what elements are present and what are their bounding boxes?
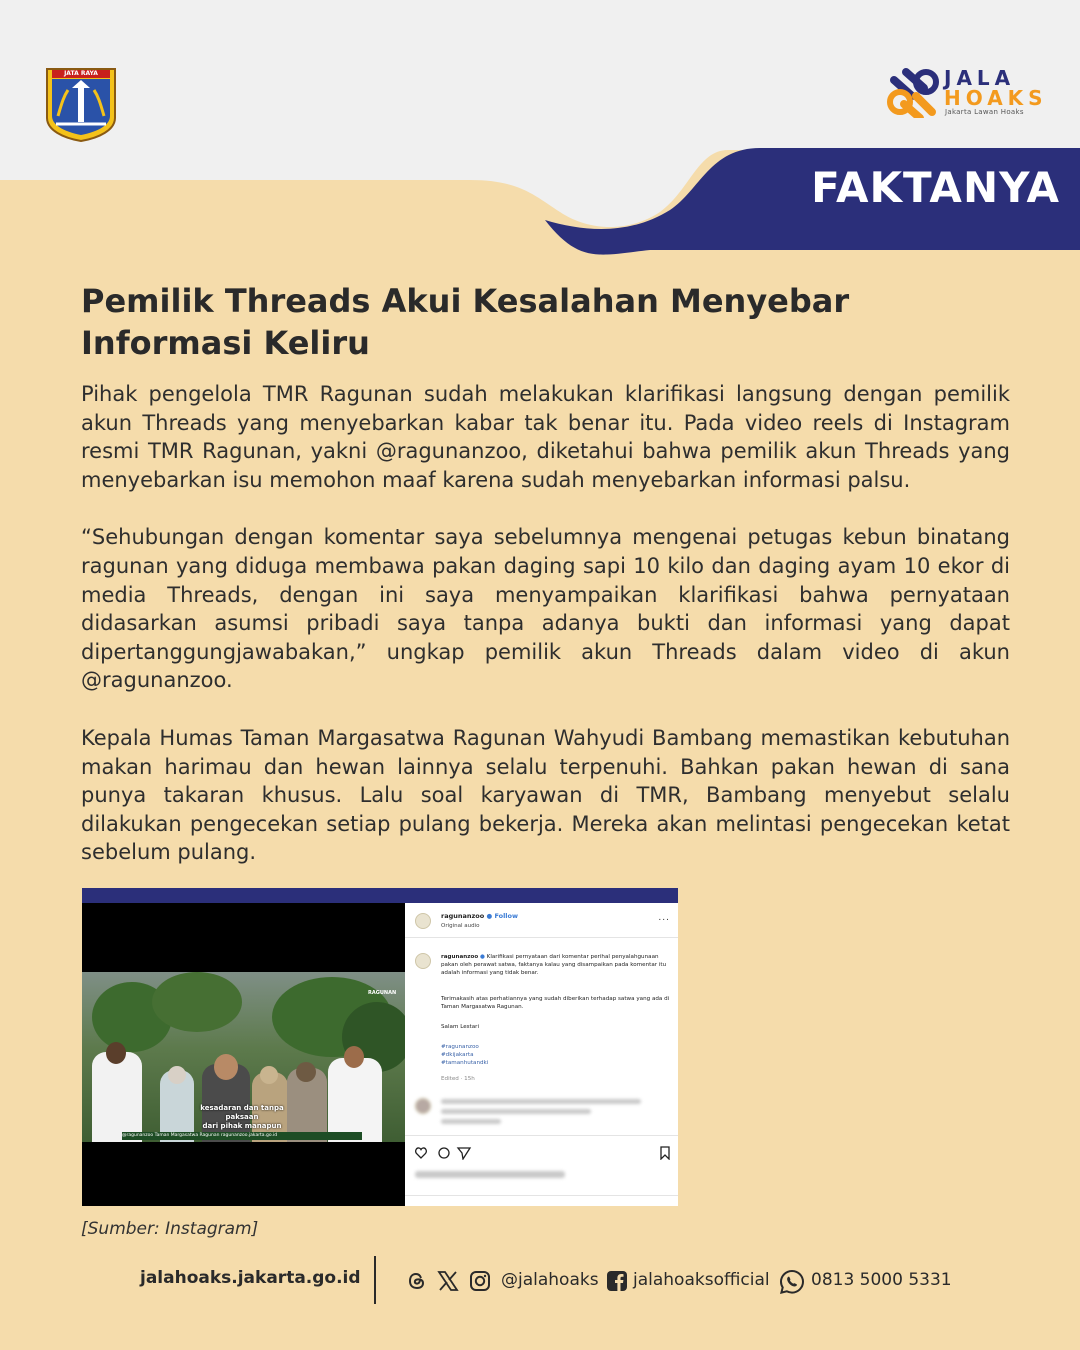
hashtag-link[interactable]: #dkijakarta (441, 1052, 474, 1058)
image-source-caption: [Sumber: Instagram] (81, 1219, 259, 1239)
article-paragraph: Pihak pengelola TMR Ragunan sudah melakukan klarifikasi langsung dengan pemilik akun Threads yang menyebarkan kabar tak benar itu. Pada video reels di Instagram resmi TMR Ragunan, yakni @ragunanzoo, diketahui bahwa pemilik akun Threads yang menyebarkan isu memohon maaf karena sudah menyebarkan informasi palsu. (81, 382, 1010, 492)
logo-word-jala: JALA (944, 66, 1016, 90)
emblem-text: JATA RAYA (64, 70, 98, 77)
x-icon[interactable] (437, 1270, 459, 1292)
post-username[interactable]: ragunanzoo (441, 912, 485, 920)
article-body (81, 380, 1010, 896)
post-divider (405, 1195, 678, 1196)
post-avatar[interactable] (415, 913, 431, 929)
logo-tagline: Jakarta Lawan Hoaks (945, 108, 1024, 116)
video-caption-line: kesadaran dan tanpa paksaan (200, 1104, 284, 1121)
verified-icon: ● (479, 954, 485, 960)
article-title: Pemilik Threads Akui Kesalahan Menyebar Informasi Keliru (81, 282, 850, 362)
blurred-comment (441, 1099, 641, 1104)
post-divider (405, 1135, 678, 1136)
blurred-likes (415, 1171, 565, 1178)
footer-website[interactable]: jalahoaks.jakarta.go.id (140, 1268, 361, 1288)
video-info-bar: @ragunanzoo Taman Margasatwa Ragunan ragunanzoo.jakarta.go.id (122, 1132, 362, 1140)
instagram-post-panel (405, 903, 678, 1206)
instagram-icon[interactable] (469, 1270, 491, 1292)
save-icon[interactable] (660, 1146, 670, 1160)
faktanya-badge: FAKTANYA (811, 163, 1060, 212)
verified-icon: ● (486, 912, 493, 920)
threads-icon[interactable] (406, 1270, 428, 1292)
jala-hoaks-mark-icon (886, 66, 942, 118)
share-icon[interactable] (458, 1148, 470, 1159)
post-actions (415, 1146, 485, 1160)
like-icon[interactable] (416, 1148, 427, 1158)
screenshot-top-bar (82, 888, 678, 903)
jakarta-emblem-logo (44, 66, 118, 142)
caption-text: Klarifikasi pernyataan dari komentar perihal penyalahgunaan pakan oleh perawat satwa, faktanya kalau yang disampaikan pada komentar itu adalah informasi yang tidak benar. (441, 954, 667, 976)
follow-link[interactable]: Follow (494, 912, 519, 920)
edited-label: Edited · 15h (441, 1076, 475, 1082)
blurred-comment (441, 1109, 591, 1114)
article-paragraph: “Sehubungan dengan komentar saya sebelumnya mengenai petugas kebun binatang ragunan yang diduga membawa pakan daging sapi 10 kilo dan daging ayam 10 ekor di media Threads, dengan ini saya menyampaikan klarifikasi bahwa pernyataan didasarkan asumsi pribadi saya tanpa adanya bukti dan informasi yang dapat dipertanggungjawabakan,” ungkap pemilik akun Threads dalam video di akun @ragunanzoo. (81, 525, 1010, 693)
hashtag-link[interactable]: #tamanhutandki (441, 1060, 489, 1066)
logo-word-hoaks: HOAKS (944, 86, 1048, 110)
footer-social-handle[interactable]: @jalahoaks (501, 1270, 599, 1290)
audio-label[interactable]: Original audio (441, 923, 480, 929)
footer-facebook[interactable]: jalahoaksofficial (633, 1270, 770, 1290)
caption-greeting: Salam Lestari (441, 1024, 480, 1030)
caption-avatar[interactable] (415, 953, 431, 969)
hashtag-link[interactable]: #ragunanzoo (441, 1044, 479, 1050)
article-paragraph: Kepala Humas Taman Margasatwa Ragunan Wahyudi Bambang memastikan kebutuhan makan harimau dan hewan lainnya selalu terpenuhi. Bahkan pakan hewan di sana punya takaran khusus. Lalu soal karyawan di TMR, Bambang menyebut selalu dilakukan pengecekan setiap pulang bekerja. Mereka akan melintasi pengecekan ketat sebelum pulang. (81, 725, 1010, 865)
comment-avatar (415, 1098, 431, 1114)
facebook-icon[interactable] (606, 1270, 628, 1292)
caption-thanks: Terimakasih atas perhatiannya yang sudah diberikan terhadap satwa yang ada di Taman Margasatwa Ragunan. (441, 996, 670, 1010)
jala-hoaks-logo (886, 66, 1048, 120)
video-caption-line: dari pihak manapun (202, 1122, 282, 1130)
footer-whatsapp[interactable]: 0813 5000 5331 (811, 1270, 952, 1290)
post-header (441, 912, 518, 920)
video-caption (187, 1104, 297, 1131)
instagram-screenshot (82, 888, 678, 1206)
comment-icon[interactable] (439, 1148, 449, 1158)
whatsapp-icon[interactable] (779, 1269, 805, 1295)
post-caption (441, 953, 671, 977)
caption-username[interactable]: ragunanzoo (441, 954, 479, 960)
caption-hashtags (441, 1043, 671, 1067)
post-divider (405, 937, 678, 938)
reel-video-frame[interactable] (82, 972, 405, 1142)
blurred-comment (441, 1119, 501, 1124)
video-watermark: RAGUNAN (368, 990, 397, 996)
more-options-icon[interactable]: ... (658, 913, 670, 923)
footer-separator (374, 1256, 376, 1304)
